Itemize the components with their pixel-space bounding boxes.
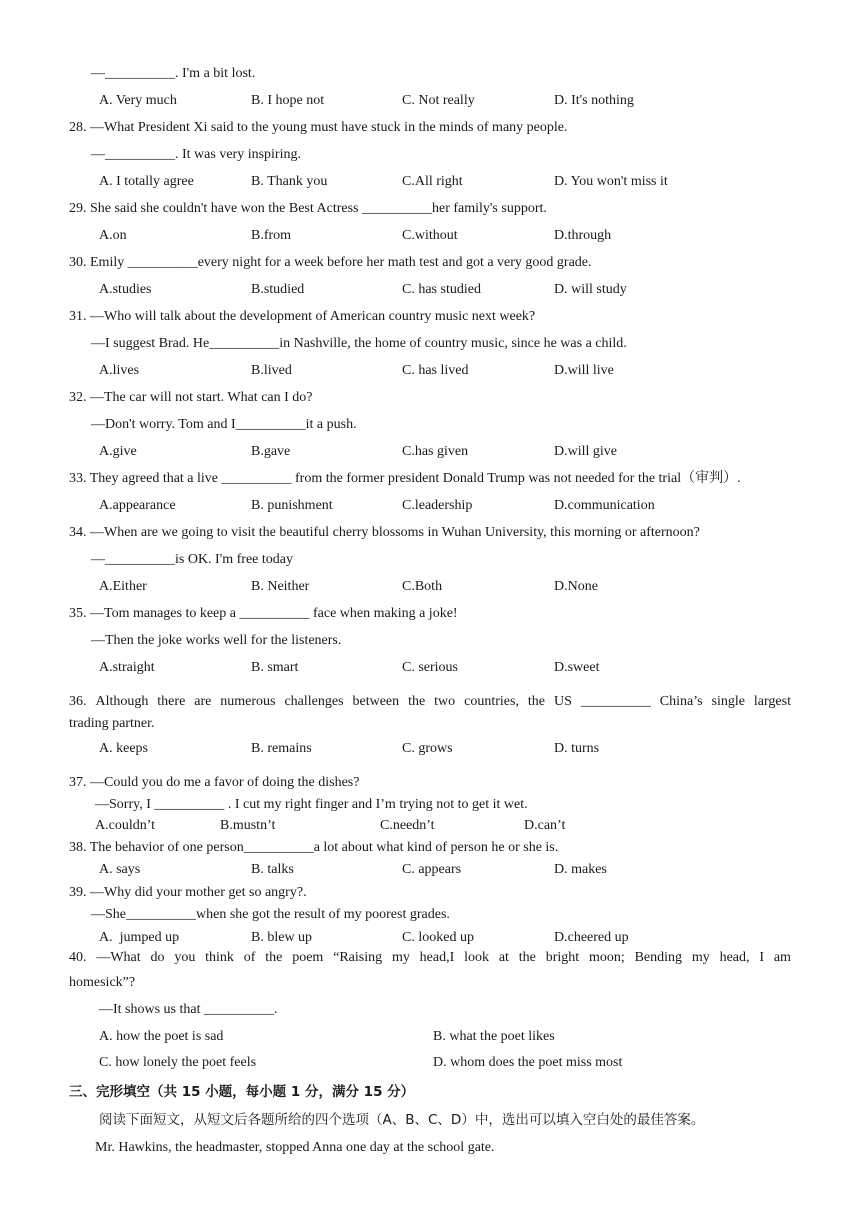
q40-stem-word: —What — [96, 950, 141, 965]
q40-stem-word: the — [518, 950, 536, 965]
q27-option-d[interactable]: D. It's nothing — [554, 93, 634, 108]
q40-stem-word: you — [174, 950, 196, 965]
q40-stem-word: do — [150, 950, 165, 965]
q40-stem-word: think — [205, 950, 234, 965]
q39-option-c[interactable]: C. looked up — [402, 930, 474, 945]
q35-option-b[interactable]: B. smart — [251, 660, 299, 675]
q40-option-d[interactable]: D. whom does the poet miss most — [433, 1055, 623, 1070]
q33-option-d[interactable]: D.communication — [554, 498, 655, 513]
q37-option-b[interactable]: B.mustn’t — [220, 818, 276, 833]
q32-response: —Don't worry. Tom and I__________it a push. — [91, 417, 357, 432]
q36-stem-word: two — [434, 694, 456, 709]
q28-option-a[interactable]: A. I totally agree — [99, 174, 194, 189]
q35-option-a[interactable]: A.straight — [99, 660, 155, 675]
q27-option-a[interactable]: A. Very much — [99, 93, 177, 108]
q32-option-c[interactable]: C.has given — [402, 444, 469, 459]
q36-stem-word: largest — [753, 694, 791, 709]
q39-option-a[interactable]: A. jumped up — [99, 930, 180, 945]
q36-stem-word: numerous — [220, 694, 276, 709]
q40-response: —It shows us that __________. — [99, 1002, 278, 1017]
section-instruction: 阅读下面短文，从短文后各题所给的四个选项（A、B、C、D）中，选出可以填入空白处的最佳答案。 — [99, 1112, 705, 1128]
q28-option-d[interactable]: D. You won't miss it — [554, 174, 668, 189]
q36-stem-continued: trading partner. — [69, 716, 155, 731]
q40-option-b[interactable]: B. what the poet likes — [433, 1029, 555, 1044]
passage-first-line: Mr. Hawkins, the headmaster, stopped Anna one day at the school gate. — [95, 1140, 495, 1155]
q31-option-b[interactable]: B.lived — [251, 363, 292, 378]
q40-stem-justified — [69, 950, 791, 966]
q40-stem-word: my — [691, 950, 710, 965]
q38-option-d[interactable]: D. makes — [554, 862, 607, 877]
q35-option-d[interactable]: D.sweet — [554, 660, 600, 675]
q36-stem-word: are — [194, 694, 212, 709]
q40-option-c[interactable]: C. how lonely the poet feels — [99, 1055, 257, 1070]
q34-option-a[interactable]: A.Either — [99, 579, 147, 594]
q39-response: —She__________when she got the result of my poorest grades. — [91, 907, 450, 922]
q35-option-c[interactable]: C. serious — [402, 660, 458, 675]
q28-option-b[interactable]: B. Thank you — [251, 174, 328, 189]
q36-option-b[interactable]: B. remains — [251, 741, 312, 756]
q36-stem-word: there — [157, 694, 186, 709]
q40-stem-word: of — [243, 950, 256, 965]
q36-option-a[interactable]: A. keeps — [99, 741, 148, 756]
q37-option-c[interactable]: C.needn’t — [380, 818, 435, 833]
q40-stem-word: 40. — [69, 950, 87, 965]
q29-option-c[interactable]: C.without — [402, 228, 458, 243]
q32-option-a[interactable]: A.give — [99, 444, 137, 459]
q30-stem: 30. Emily __________every night for a week before her math test and got a very good grade. — [69, 255, 592, 270]
q34-response: —__________is OK. I'm free today — [91, 552, 293, 567]
q36-stem-word: single — [711, 694, 745, 709]
q40-stem-word: my — [391, 950, 410, 965]
q36-stem-word: Although — [95, 694, 149, 709]
q34-stem: 34. —When are we going to visit the beautiful cherry blossoms in Wuhan University, this morning or afternoon? — [69, 525, 700, 540]
q32-option-b[interactable]: B.gave — [251, 444, 291, 459]
q36-option-c[interactable]: C. grows — [402, 741, 453, 756]
q40-stem-word: “Raising — [333, 950, 383, 965]
q40-stem-word: the — [265, 950, 283, 965]
q39-option-b[interactable]: B. blew up — [251, 930, 313, 945]
q39-option-d[interactable]: D.cheered up — [554, 930, 629, 945]
q29-option-d[interactable]: D.through — [554, 228, 612, 243]
q36-stem-word: countries, — [464, 694, 519, 709]
q40-stem-word: I — [759, 950, 765, 965]
q40-option-a[interactable]: A. how the poet is sad — [99, 1029, 224, 1044]
q40-stem-word: look — [464, 950, 489, 965]
q36-stem-word: China’s — [659, 694, 703, 709]
q39-stem: 39. —Why did your mother get so angry?. — [69, 885, 307, 900]
q36-stem-word: 36. — [69, 694, 87, 709]
q34-option-c[interactable]: C.Both — [402, 579, 443, 594]
q31-response: —I suggest Brad. He__________in Nashville, the home of country music, since he was a child. — [91, 336, 627, 351]
q38-stem: 38. The behavior of one person__________a lot about what kind of person he or she is. — [69, 840, 559, 855]
q40-stem-continued: homesick”? — [69, 975, 136, 990]
q36-stem-word: challenges — [284, 694, 344, 709]
q32-stem: 32. —The car will not start. What can I do? — [69, 390, 313, 405]
q30-option-d[interactable]: D. will study — [554, 282, 627, 297]
q33-stem: 33. They agreed that a live __________ from the former president Donald Trump was not needed for the trial（审判）. — [69, 471, 741, 486]
q36-stem-word: the — [408, 694, 426, 709]
q33-option-a[interactable]: A.appearance — [99, 498, 176, 513]
section-heading: 三、完形填空（共 15 小题，每小题 1 分，满分 15 分） — [69, 1084, 415, 1100]
q37-option-d[interactable]: D.can’t — [524, 818, 566, 833]
q33-option-b[interactable]: B. punishment — [251, 498, 333, 513]
q31-option-d[interactable]: D.will live — [554, 363, 614, 378]
q35-stem: 35. —Tom manages to keep a __________ face when making a joke! — [69, 606, 458, 621]
q40-stem-word: moon; — [588, 950, 625, 965]
q36-stem-word: the — [527, 694, 546, 709]
q37-response: —Sorry, I __________ . I cut my right finger and I’m trying not to get it wet. — [95, 797, 528, 812]
q27-response: —__________. I'm a bit lost. — [91, 66, 256, 81]
q28-stem: 28. —What President Xi said to the young must have stuck in the minds of many people. — [69, 120, 568, 135]
q38-option-b[interactable]: B. talks — [251, 862, 294, 877]
q36-option-d[interactable]: D. turns — [554, 741, 600, 756]
q31-option-a[interactable]: A.lives — [99, 363, 140, 378]
q31-option-c[interactable]: C. has lived — [402, 363, 469, 378]
q32-option-d[interactable]: D.will give — [554, 444, 617, 459]
q29-option-b[interactable]: B.from — [251, 228, 292, 243]
q40-stem-word: head, — [719, 950, 750, 965]
q33-option-c[interactable]: C.leadership — [402, 498, 473, 513]
q28-option-c[interactable]: C.All right — [402, 174, 463, 189]
q38-option-a[interactable]: A. says — [99, 862, 141, 877]
q37-option-a[interactable]: A.couldn’t — [95, 818, 156, 833]
q27-option-c[interactable]: C. Not really — [402, 93, 475, 108]
q40-stem-word: bright — [545, 950, 580, 965]
q38-option-c[interactable]: C. appears — [402, 862, 462, 877]
q37-stem: 37. —Could you do me a favor of doing the dishes? — [69, 775, 360, 790]
q29-option-a[interactable]: A.on — [99, 228, 127, 243]
q40-stem-word: head,I — [419, 950, 455, 965]
q28-response: —__________. It was very inspiring. — [91, 147, 301, 162]
q36-stem-word: US — [553, 694, 572, 709]
q35-response: —Then the joke works well for the listeners. — [91, 633, 342, 648]
q36-stem-justified — [69, 694, 791, 710]
q29-stem: 29. She said she couldn't have won the Best Actress __________her family's support. — [69, 201, 547, 216]
q30-option-b[interactable]: B.studied — [251, 282, 305, 297]
q40-stem-word: poem — [292, 950, 324, 965]
q36-stem-word: between — [352, 694, 400, 709]
q40-stem-word: Bending — [634, 950, 683, 965]
q40-stem-word: at — [498, 950, 509, 965]
q40-stem-word: am — [773, 950, 791, 965]
q34-option-b[interactable]: B. Neither — [251, 579, 310, 594]
q30-option-c[interactable]: C. has studied — [402, 282, 481, 297]
q27-option-b[interactable]: B. I hope not — [251, 93, 325, 108]
q34-option-d[interactable]: D.None — [554, 579, 598, 594]
q36-stem-word: __________ — [580, 694, 651, 709]
q31-stem: 31. —Who will talk about the development of American country music next week? — [69, 309, 536, 324]
q30-option-a[interactable]: A.studies — [99, 282, 152, 297]
